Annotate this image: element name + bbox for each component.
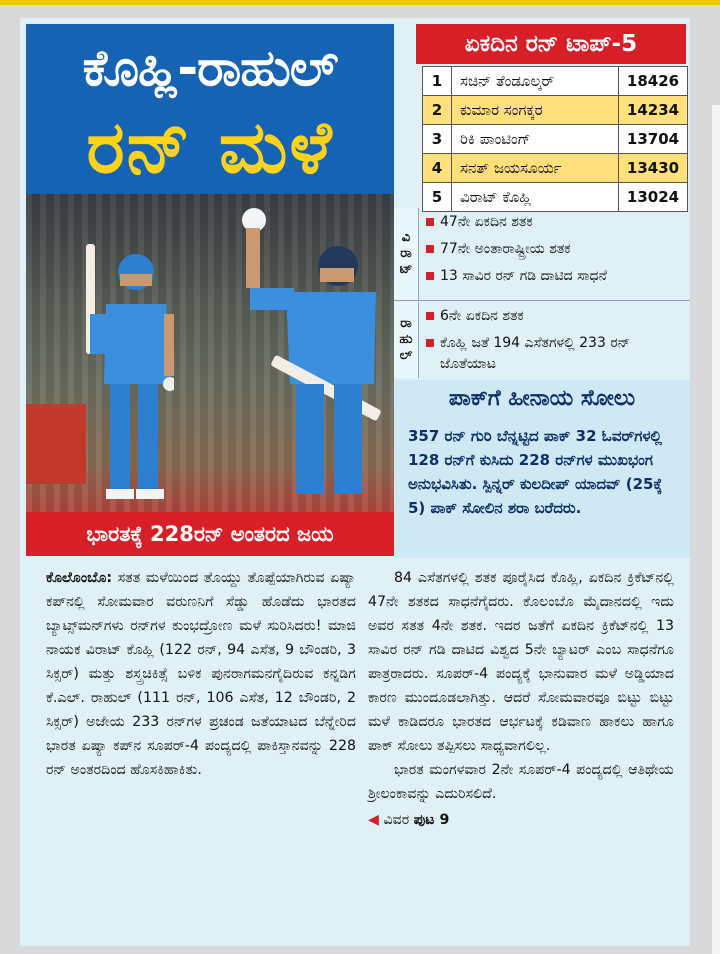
runs-cell: 14234 — [619, 96, 688, 125]
runs-cell: 13704 — [619, 125, 688, 154]
player-cell: ರಿಕಿ ಪಾಂಟಿಂಗ್ — [452, 125, 619, 154]
bullet-icon — [426, 245, 434, 253]
tag-syllable: ವಿ — [401, 230, 411, 245]
list-item — [426, 333, 684, 375]
players-photo — [26, 194, 394, 512]
table-row — [423, 125, 688, 154]
article-paragraph: ಭಾರತ ಮಂಗಳವಾರ 2ನೇ ಸೂಪರ್-4 ಪಂದ್ಯದಲ್ಲಿ ಆತಿಥೇಯ ಶ್ರೀಲಂಕಾವನ್ನು ಎದುರಿಸಲಿದೆ. — [368, 762, 674, 802]
runs-cell: 13024 — [619, 183, 688, 212]
article-paragraph — [46, 566, 356, 782]
article-body — [26, 558, 684, 942]
record-text: 13 ಸಾವಿರ ರನ್ ಗಡಿ ದಾಟಿದ ಸಾಧನೆ — [440, 268, 607, 284]
record-text: 47ನೇ ಏಕದಿನ ಶತಕ — [440, 214, 533, 230]
pak-heading: ಪಾಕ್‌ಗೆ ಹೀನಾಯ ಸೋಲು — [448, 386, 636, 411]
list-item — [426, 306, 684, 327]
bullet-icon — [426, 272, 434, 280]
continued-page: ಪುಟ 9 — [413, 812, 450, 828]
player-cell: ಕುಮಾರ ಸಂಗಕ್ಕರ — [452, 96, 619, 125]
player-cell: ವಿರಾಟ್ ಕೊಹ್ಲಿ — [452, 183, 619, 212]
continued-note — [368, 808, 674, 832]
bullet-icon — [426, 312, 434, 320]
arrow-icon: ◀ — [368, 812, 379, 828]
bullet-icon — [426, 218, 434, 226]
article-paragraph: 84 ಎಸೆತಗಳಲ್ಲಿ ಶತಕ ಪೂರೈಸಿದ ಕೊಹ್ಲಿ, ಏಕದಿನ ಕ್ರಿಕೆಟ್‌ನಲ್ಲಿ 47ನೇ ಶತಕದ ಸಾಧನೆಗೈದರು. ಕೊಲಂಬೊ ಮೈದಾನದಲ್ಲಿ ಇದು ಅವರ ಸತತ 4ನೇ ಶತಕ. ಇದರ ಜತೆಗೆ ಏಕದಿನ ಕ್ರಿಕೆಟ್‌ನಲ್ಲಿ 13 ಸಾವಿರ ರನ್ ಗಡಿ ದಾಟಿದ ವಿಶ್ವದ 5ನೇ ಬ್ಯಾಟರ್ ಎಂಬ ಸಾಧನೆಗೂ ಪಾತ್ರರಾದರು. ಸೂಪರ್-4 ಪಂದ್ಯಕ್ಕೆ ಭಾನುವಾರ ಮಳೆ ಅಡ್ಡಿಯಾದ ಕಾರಣ ಮುಂದೂಡಲಾಗಿತ್ತು. ಆದರೆ ಸೋಮವಾರವೂ ಬಿಟ್ಟು ಬಿಟ್ಟು ಮಳೆ ಕಾಡಿದರೂ ಭಾರತದ ಆರ್ಭಟಕ್ಕೆ ಕಡಿವಾಣ ಹಾಕಲು ಹಾಗೂ ಪಾಕ್ ಸೋಲು ತಪ್ಪಿಸಲು ಸಾಧ್ಯವಾಗಲಿಲ್ಲ. — [368, 570, 674, 754]
rank-cell: 5 — [423, 183, 452, 212]
player-cell: ಸಚಿನ್ ತೆಂಡೂಲ್ಕರ್ — [452, 67, 619, 96]
headline-block — [26, 24, 394, 194]
tag-syllable: ರಾ — [400, 316, 412, 331]
rahul-records — [394, 302, 690, 378]
table-row — [423, 96, 688, 125]
rank-cell: 1 — [423, 67, 452, 96]
rank-cell: 3 — [423, 125, 452, 154]
bullet-icon — [426, 339, 434, 347]
list-item — [426, 266, 684, 287]
news-page — [20, 18, 690, 946]
list-item — [426, 239, 684, 260]
kohli-figure — [226, 204, 391, 504]
article-column-left — [46, 566, 356, 782]
pakistan-defeat-box — [394, 380, 690, 558]
table-row — [423, 154, 688, 183]
list-item — [426, 212, 684, 233]
rahul-figure — [84, 234, 174, 504]
virat-tag — [394, 208, 419, 300]
top5-title: ಏಕದಿನ ರನ್ ಟಾಪ್-5 — [416, 24, 686, 64]
top5-table — [422, 66, 688, 212]
pak-body: 357 ರನ್ ಗುರಿ ಬೆನ್ನಟ್ಟಿದ ಪಾಕ್ 32 ಓವರ್‌ಗಳಲ್ಲಿ 128 ರನ್‌ಗೆ ಕುಸಿದು 228 ರನ್‌ಗಳ ಮುಖಭಂಗ ಅನುಭವಿಸಿತು. ಸ್ಪಿನ್ನರ್ ಕುಲದೀಪ್ ಯಾದವ್ (25ಕ್ಕೆ 5) ಪಾಕ್ ಸೋಲಿನ ಶರಾ ಬರೆದರು. — [408, 427, 663, 517]
rank-cell: 4 — [423, 154, 452, 183]
paragraph-text: ಸತತ ಮಳೆಯಿಂದ ತೊಯ್ದು ತೊಪ್ಪೆಯಾಗಿರುವ ಏಷ್ಯಾ ಕಪ್‌ನಲ್ಲಿ ಸೋಮವಾರ ವರುಣನಿಗೆ ಸೆಡ್ಡು ಹೊಡೆದು ಭಾರತದ ಬ್ಯಾಟ್ಸ್‌ಮನ್‌ಗಳು ರನ್‌ಗಳ ಕುಂಭದ್ರೋಣ ಮಳೆ ಸುರಿಸಿದರು! ಮಾಜಿ ನಾಯಕ ವಿರಾಟ್ ಕೊಹ್ಲಿ (122 ರನ್, 94 ಎಸೆತ, 9 ಬೌಂಡರಿ, 3 ಸಿಕ್ಸರ್) ಮತ್ತು ಶಸ್ತ್ರಚಿಕಿತ್ಸೆ ಬಳಿಕ ಪುನರಾಗಮನಗೈದಿರುವ ಕನ್ನಡಿಗ ಕೆ.ಎಲ್. ರಾಹುಲ್ (111 ರನ್, 106 ಎಸೆತ, 12 ಬೌಂಡರಿ, 2 ಸಿಕ್ಸರ್) ಅಜೇಯ 233 ರನ್‌ಗಳ ಪ್ರಚಂಡ ಜತೆಯಾಟದ ಬೆನ್ನೇರಿದ ಭಾರತ ಏಷ್ಯಾ ಕಪ್‌ನ ಸೂಪರ್-4 ಪಂದ್ಯದಲ್ಲಿ ಪಾಕಿಸ್ತಾನವನ್ನು 228 ರನ್ ಅಂತರದಿಂದ ಹೊಸಕಿಹಾಕಿತು. — [46, 570, 356, 778]
advertising-board — [26, 404, 86, 484]
tag-syllable: ಹು — [399, 332, 413, 347]
record-text: ಕೊಹ್ಲಿ ಜತೆ 194 ಎಸೆತಗಳಲ್ಲಿ 233 ರನ್ ಜೊತೆಯಾಟ — [440, 335, 631, 372]
result-banner: ಭಾರತಕ್ಕೆ 228ರನ್ ಅಂತರದ ಜಯ — [26, 512, 394, 556]
divider — [394, 300, 690, 301]
virat-records — [394, 208, 690, 300]
headline-line2: ರನ್ ಮಳೆ — [86, 105, 334, 189]
dateline: ಕೊಲೊಂಬೊ: — [46, 570, 113, 586]
page-edge — [712, 105, 720, 954]
player-cell: ಸನತ್ ಜಯಸೂರ್ಯ — [452, 154, 619, 183]
runs-cell: 18426 — [619, 67, 688, 96]
tag-syllable: ಟ್ — [399, 262, 413, 277]
record-text: 77ನೇ ಅಂತಾರಾಷ್ಟ್ರೀಯ ಶತಕ — [440, 241, 571, 257]
top-accent-bar — [0, 0, 720, 5]
tag-syllable: ರಾ — [400, 246, 412, 261]
rahul-tag — [394, 302, 419, 378]
tag-syllable: ಲ್ — [399, 348, 413, 363]
article-column-right — [368, 566, 674, 832]
runs-cell: 13430 — [619, 154, 688, 183]
rank-cell: 2 — [423, 96, 452, 125]
continued-label: ವಿವರ — [383, 812, 410, 828]
record-text: 6ನೇ ಏಕದಿನ ಶತಕ — [440, 308, 524, 324]
table-row — [423, 67, 688, 96]
headline-line1: ಕೊಹ್ಲಿ-ರಾಹುಲ್ — [82, 39, 338, 97]
